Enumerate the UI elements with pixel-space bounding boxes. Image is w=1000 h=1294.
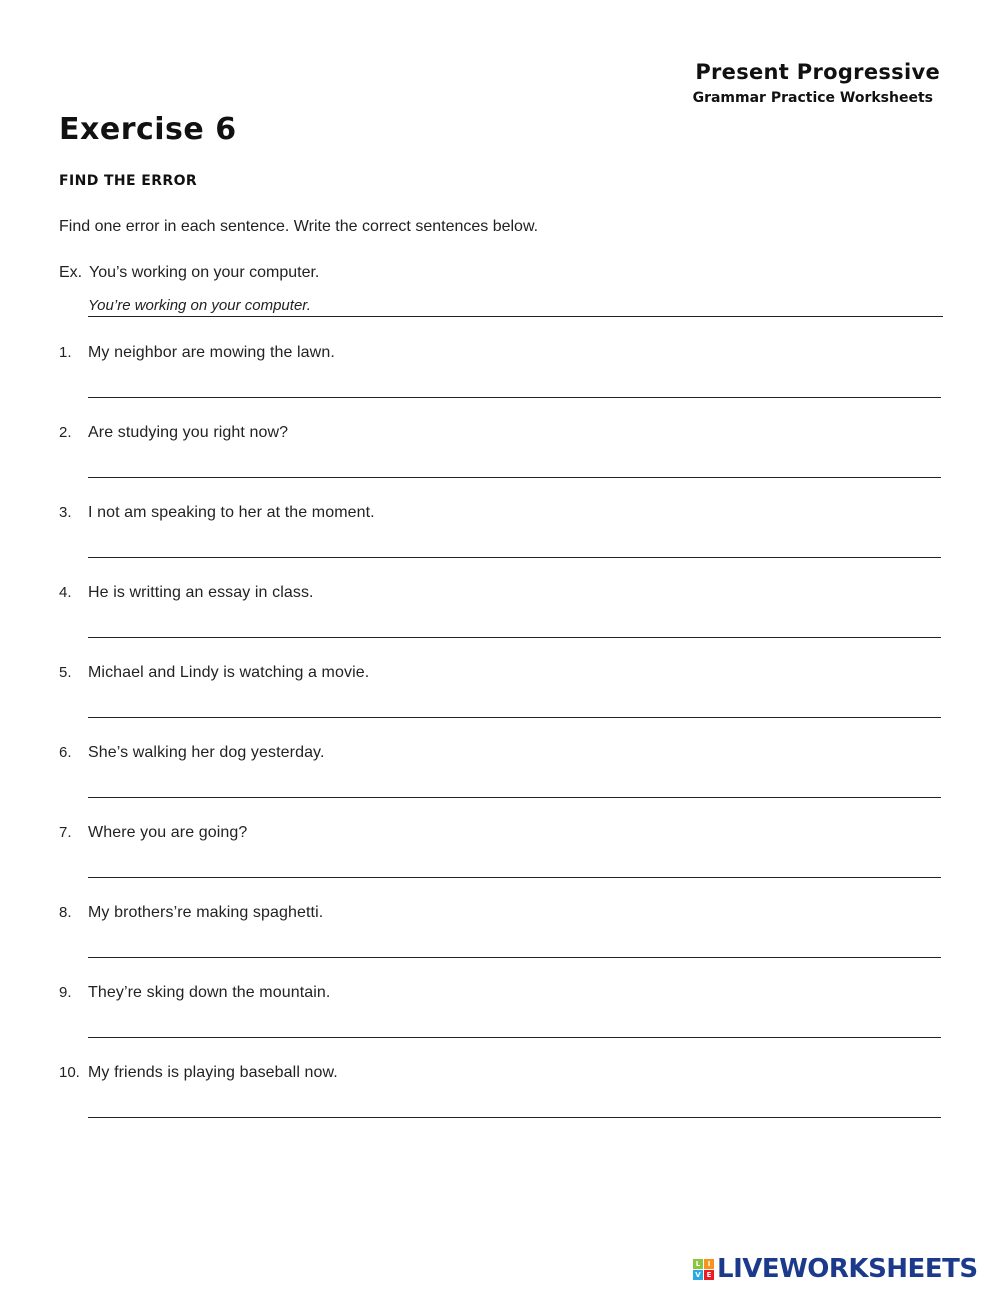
liveworksheets-logo [693, 1254, 978, 1284]
worksheet-title: Present Progressive [695, 60, 940, 84]
worksheet-header [693, 60, 940, 106]
answer-line[interactable] [88, 957, 941, 958]
item-number: 3. [59, 504, 72, 521]
item-number: 4. [59, 584, 72, 601]
item-number: 1. [59, 344, 72, 361]
item-sentence: He is writting an essay in class. [88, 584, 314, 601]
item-sentence: My friends is playing baseball now. [88, 1064, 338, 1081]
item-sentence: Are studying you right now? [88, 424, 289, 441]
logo-text: LIVEWORKSHEETS [717, 1254, 978, 1284]
item-sentence: My brothers’re making spaghetti. [88, 904, 324, 921]
worksheet-subtitle: Grammar Practice Worksheets [692, 90, 933, 106]
exercise-item [59, 584, 941, 664]
answer-line[interactable] [88, 637, 941, 638]
item-sentence: Where you are going? [88, 824, 248, 841]
exercise-item [59, 824, 941, 904]
example-prefix: Ex. [59, 264, 83, 281]
item-sentence: Michael and Lindy is watching a movie. [88, 664, 370, 681]
exercise-item [59, 504, 941, 584]
answer-line[interactable] [88, 797, 941, 798]
item-number: 5. [59, 664, 72, 681]
item-sentence: I not am speaking to her at the moment. [88, 504, 375, 521]
answer-line[interactable] [88, 717, 941, 718]
item-number: 8. [59, 904, 72, 921]
item-number: 7. [59, 824, 72, 841]
item-number: 10. [59, 1064, 80, 1081]
section-heading: FIND THE ERROR [59, 173, 198, 189]
item-sentence: They’re sking down the mountain. [88, 984, 331, 1001]
answer-line[interactable] [88, 477, 941, 478]
example-sentence-row [59, 264, 943, 282]
exercise-item [59, 424, 941, 504]
answer-line[interactable] [88, 1117, 941, 1118]
exercise-item [59, 664, 941, 744]
example-block [59, 264, 943, 317]
instructions-text: Find one error in each sentence. Write the correct sentences below. [59, 218, 539, 235]
answer-line[interactable] [88, 877, 941, 878]
answer-line[interactable] [88, 557, 941, 558]
item-number: 6. [59, 744, 72, 761]
logo-mark-icon [693, 1259, 714, 1280]
exercise-item [59, 984, 941, 1064]
exercise-item [59, 344, 941, 424]
item-number: 2. [59, 424, 72, 441]
item-sentence: She’s walking her dog yesterday. [88, 744, 325, 761]
logo-mark-letter: L [693, 1259, 703, 1269]
logo-mark-letter: I [704, 1259, 714, 1269]
logo-mark-letter: E [704, 1270, 714, 1280]
exercise-item [59, 904, 941, 984]
example-answer: You’re working on your computer. [88, 297, 943, 317]
exercise-title: Exercise 6 [59, 112, 237, 147]
logo-mark-letter: V [693, 1270, 703, 1280]
exercise-items [59, 344, 941, 1144]
exercise-item [59, 744, 941, 824]
exercise-item [59, 1064, 941, 1144]
item-number: 9. [59, 984, 72, 1001]
answer-line[interactable] [88, 397, 941, 398]
example-sentence: You’s working on your computer. [89, 264, 320, 281]
answer-line[interactable] [88, 1037, 941, 1038]
item-sentence: My neighbor are mowing the lawn. [88, 344, 335, 361]
